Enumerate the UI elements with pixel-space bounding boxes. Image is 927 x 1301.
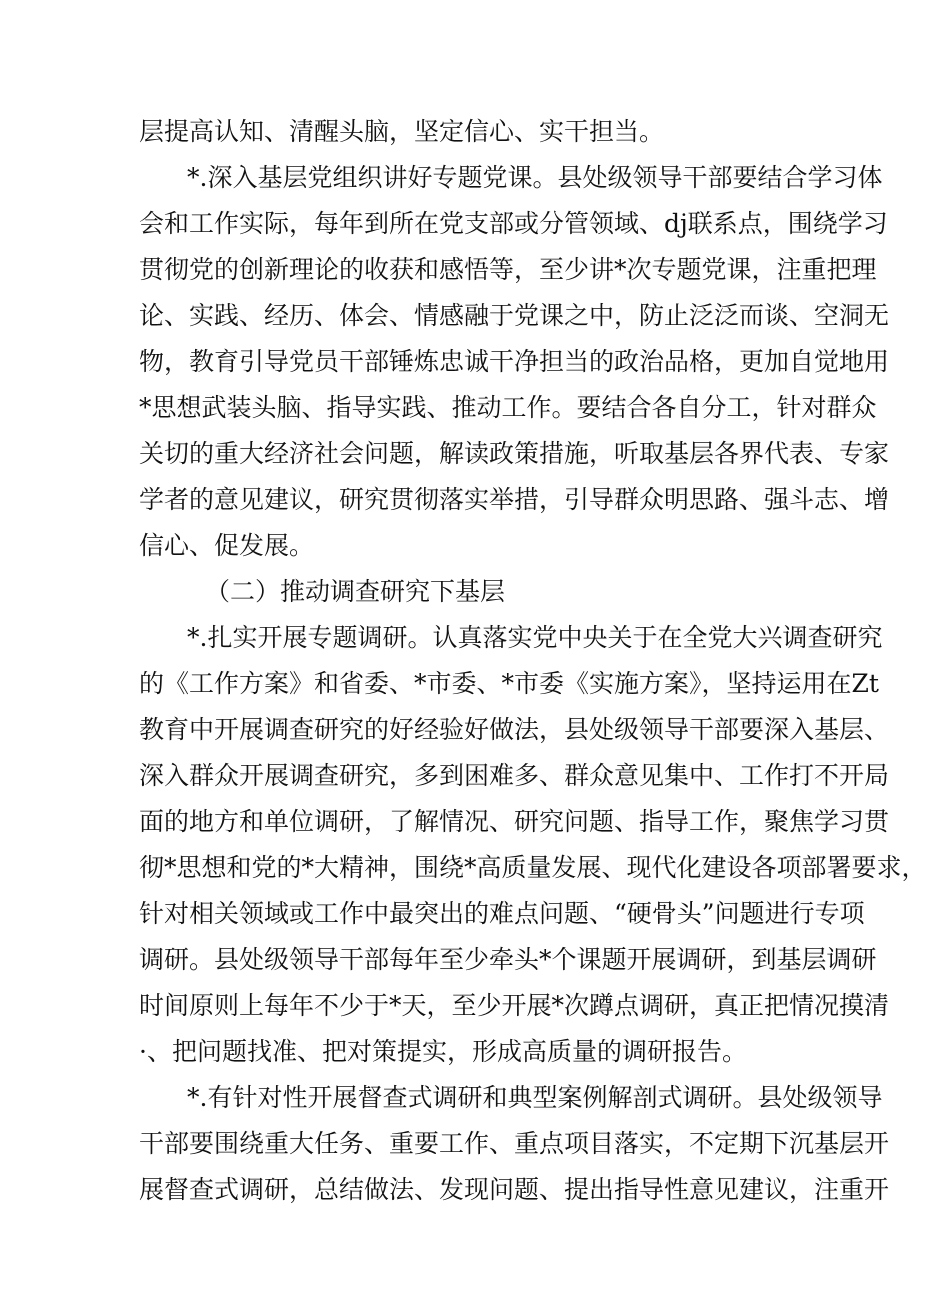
text-line: 信心、促发展。: [139, 531, 315, 560]
text-line: 贯彻党的创新理论的收获和感悟等，至少讲*次专题党课，注重把理: [139, 255, 877, 284]
text-line: 的《工作方案》和省委、*市委、*市委《实施方案》，坚持运用在Zt: [139, 669, 879, 698]
paragraph-start: *.深入基层党组织讲好专题党课。县处级领导干部要结合学习体: [187, 163, 883, 192]
paragraph-start: *.扎实开展专题调研。认真落实党中央关于在全党大兴调查研究: [187, 623, 883, 652]
text-line: 物，教育引导党员干部锤炼忠诚干净担当的政治品格，更加自觉地用: [139, 347, 890, 376]
text-line: 针对相关领域或工作中最突出的难点问题、“硬骨头”问题进行专项: [139, 899, 865, 928]
text-line: 教育中开展调查研究的好经验好做法，县处级领导干部要深入基层、: [139, 715, 890, 744]
text-line: 干部要围绕重大任务、重要工作、重点项目落实，不定期下沉基层开: [139, 1129, 890, 1158]
text-line: 深入群众开展调查研究，多到困难多、群众意见集中、工作打不开局: [139, 761, 890, 790]
text-line: 调研。县处级领导干部每年至少牵头*个课题开展调研，到基层调研: [139, 945, 877, 974]
text-line: 论、实践、经历、体会、情感融于党课之中，防止泛泛而谈、空洞无: [139, 301, 890, 330]
text-line: 学者的意见建议，研究贯彻落实举措，引导群众明思路、强斗志、增: [139, 485, 890, 514]
text-line: 面的地方和单位调研，了解情况、研究问题、指导工作，聚焦学习贯: [139, 807, 890, 836]
paragraph-start: *.有针对性开展督查式调研和典型案例解剖式调研。县处级领导: [187, 1083, 883, 1112]
text-line: 层提高认知、清醒头脑，坚定信心、实干担当。: [139, 117, 665, 146]
text-line: *思想武装头脑、指导实践、推动工作。要结合各自分工，针对群众: [139, 393, 877, 422]
text-line: 彻*思想和党的*大精神，围绕*高质量发展、现代化建设各项部署要求，: [139, 853, 927, 882]
text-line: ·、把问题找准、把对策提实，形成高质量的调研报告。: [139, 1037, 747, 1066]
section-heading: （二）推动调查研究下基层: [205, 577, 506, 606]
text-line: 展督查式调研，总结做法、发现问题、提出指导性意见建议，注重开: [139, 1175, 890, 1204]
text-line: 关切的重大经济社会问题，解读政策措施，听取基层各界代表、专家: [139, 439, 890, 468]
text-line: 会和工作实际，每年到所在党支部或分管领域、dj联系点，围绕学习: [139, 209, 888, 238]
text-line: 时间原则上每年不少于*天，至少开展*次蹲点调研，真正把情况摸清: [139, 991, 890, 1020]
